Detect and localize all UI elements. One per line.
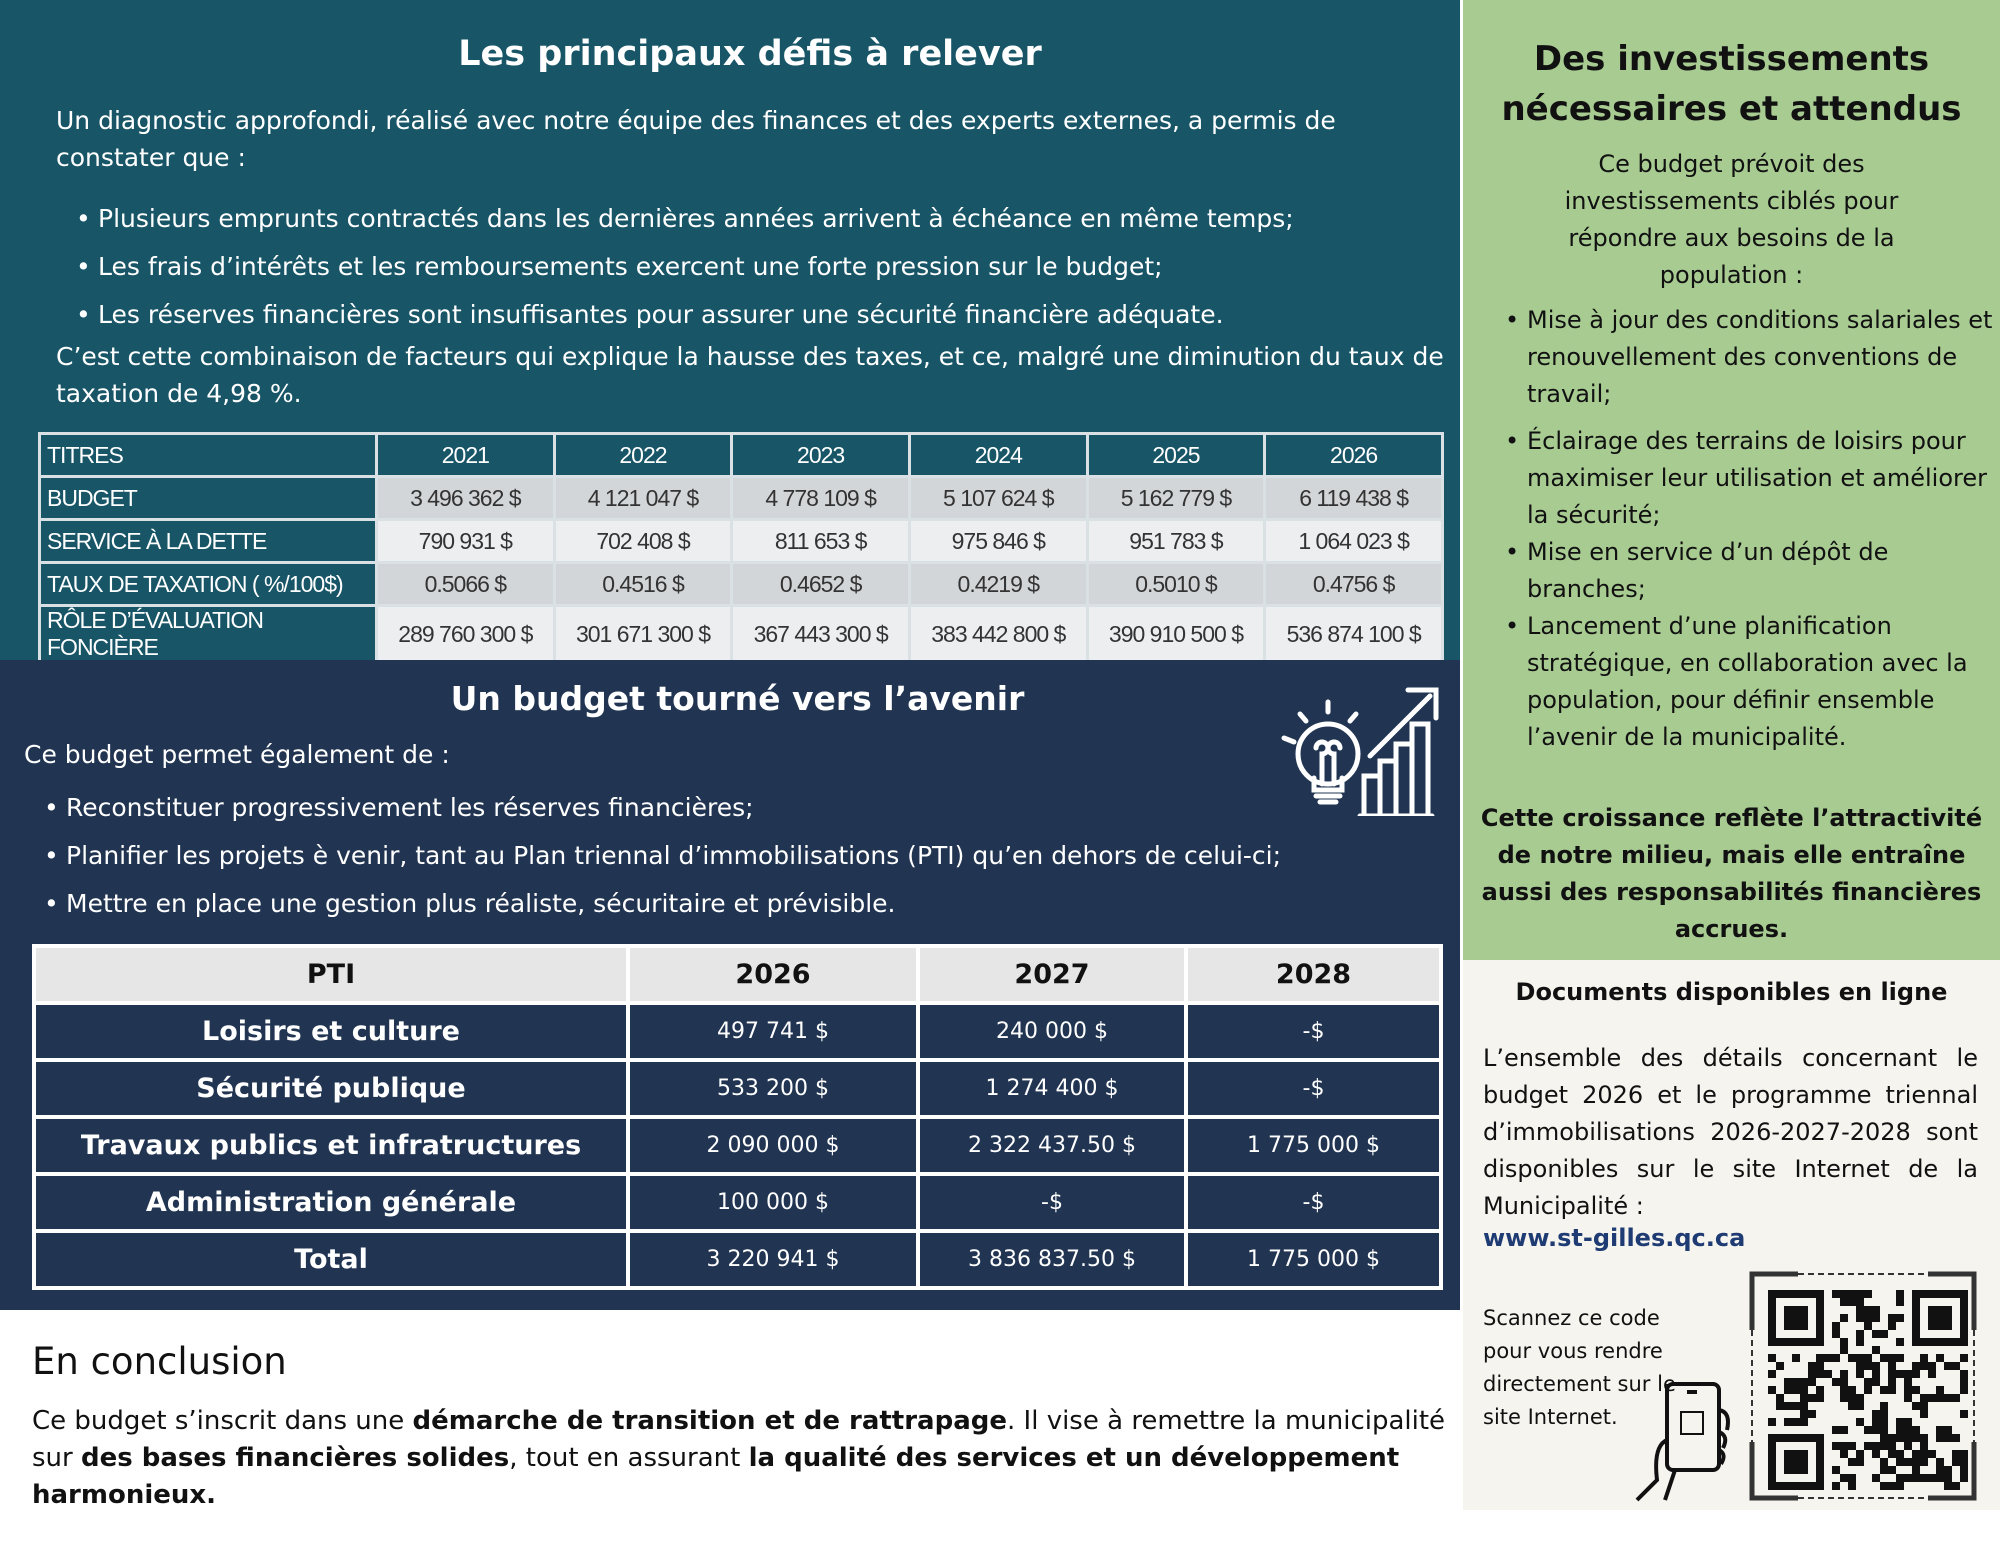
- table-cell: -$: [1188, 1176, 1439, 1229]
- table-cell: 2 090 000 $: [630, 1119, 916, 1172]
- table-cell: 100 000 $: [630, 1176, 916, 1229]
- table-row: [36, 1176, 1439, 1229]
- table-cell: 3 836 837.50 $: [920, 1233, 1184, 1286]
- table-cell: 5 162 779 $: [1089, 478, 1264, 518]
- website-link[interactable]: www.st-gilles.qc.ca: [1483, 1224, 1746, 1252]
- challenges-section: [0, 0, 1460, 660]
- bold-text: la qualité des services et un développement harmonieux.: [32, 1443, 1400, 1510]
- table-cell: -$: [1188, 1005, 1439, 1058]
- table-cell: 4 121 047 $: [556, 478, 731, 518]
- table-cell: 301 671 300 $: [556, 607, 731, 661]
- table-header-row: [36, 948, 1439, 1001]
- table-cell: 975 846 $: [911, 521, 1086, 561]
- financial-history-table: [38, 432, 1444, 664]
- table-cell: 2 322 437.50 $: [920, 1119, 1184, 1172]
- row-title: Travaux publics et infratructures: [36, 1119, 626, 1172]
- header-cell: 2021: [378, 435, 553, 475]
- table-cell: 5 107 624 $: [911, 478, 1086, 518]
- table-row: [36, 1062, 1439, 1115]
- text: , tout en assurant: [509, 1443, 749, 1473]
- text: Ce budget s’inscrit dans une: [32, 1406, 413, 1436]
- qr-code[interactable]: [1748, 1270, 1978, 1502]
- challenges-conclusion: C’est cette combinaison de facteurs qui explique la hausse des taxes, et ce, malgré une diminution du taux de taxation de 4,98 %.: [56, 342, 1444, 408]
- investments-intro: Ce budget prévoit des investissements ciblés pour répondre aux besoins de la population :: [1564, 150, 1899, 289]
- header-cell: PTI: [36, 948, 626, 1001]
- conclusion-text: [32, 1403, 1452, 1514]
- text: Cette croissance reflète l’attractivité de notre milieu, mais elle entraîne aussi des responsabilités financières accrues: [1480, 804, 1983, 943]
- table-row: [41, 521, 1441, 561]
- table-cell: 790 931 $: [378, 521, 553, 561]
- table-cell: 1 064 023 $: [1266, 521, 1441, 561]
- table-row: [41, 607, 1441, 661]
- row-title: RÔLE D’ÉVALUATION FONCIÈRE: [41, 607, 375, 661]
- table-header-row: [41, 435, 1441, 475]
- table-cell: 3 496 362 $: [378, 478, 553, 518]
- table-cell: 536 874 100 $: [1266, 607, 1441, 661]
- table-cell: -$: [1188, 1062, 1439, 1115]
- row-title: SERVICE À LA DETTE: [41, 521, 375, 561]
- investments-highlight: Cette croissance reflète l’attractivité de notre milieu, mais elle entraîne aussi des responsabilités financières accrues.: [1480, 804, 1983, 943]
- table-cell: 533 200 $: [630, 1062, 916, 1115]
- table-cell: 390 910 500 $: [1089, 607, 1264, 661]
- future-budget-section: [0, 660, 1460, 1310]
- table-cell: 1 274 400 $: [920, 1062, 1184, 1115]
- challenges-title: Les principaux défis à relever: [458, 34, 1042, 74]
- table-row: [36, 1233, 1439, 1286]
- phone-scan-icon: [1635, 1380, 1745, 1510]
- documents-title: Documents disponibles en ligne: [1515, 978, 1948, 1006]
- list-item: • Mise à jour des conditions salariales et renouvellement des conventions de travail;: [1501, 302, 1993, 413]
- table-cell: 1 775 000 $: [1188, 1119, 1439, 1172]
- list-item: • Lancement d’une planification stratégique, en collaboration avec la population, pour définir ensemble l’avenir de la municipalité.: [1501, 608, 1993, 756]
- list-item: • Planifier les projets è venir, tant au Plan triennal d’immobilisations (PTI) qu’en dehors de celui-ci;: [40, 832, 1420, 880]
- table-cell: 4 778 109 $: [733, 478, 908, 518]
- conclusion-section: [32, 1340, 1452, 1514]
- table-row: [41, 478, 1441, 518]
- row-title: Sécurité publique: [36, 1062, 626, 1115]
- bold-text: démarche de transition et de rattrapage: [412, 1406, 1008, 1436]
- table-cell: 6 119 438 $: [1266, 478, 1441, 518]
- challenges-list: [72, 195, 1452, 339]
- table-row: [36, 1005, 1439, 1058]
- row-title: BUDGET: [41, 478, 375, 518]
- challenges-intro: Un diagnostic approfondi, réalisé avec notre équipe des finances et des experts externes, a permis de constater que :: [56, 106, 1336, 172]
- table-cell: 951 783 $: [1089, 521, 1264, 561]
- text: . Il vise à remettre la municipalité sur: [32, 1406, 1446, 1473]
- list-item: • Mettre en place une gestion plus réaliste, sécuritaire et prévisible.: [40, 880, 1420, 928]
- table-cell: 367 443 300 $: [733, 607, 908, 661]
- row-title: Loisirs et culture: [36, 1005, 626, 1058]
- table-row: [41, 564, 1441, 604]
- lightbulb-growth-chart-icon: [1280, 666, 1445, 816]
- header-cell: 2027: [920, 948, 1184, 1001]
- row-title: Total: [36, 1233, 626, 1286]
- header-cell: 2023: [733, 435, 908, 475]
- documents-text: L’ensemble des détails concernant le budget 2026 et le programme triennal d’immobilisations 2026-2027-2028 sont disponibles sur le site Internet de la Municipalité :: [1483, 1044, 1978, 1220]
- table-cell: 383 442 800 $: [911, 607, 1086, 661]
- list-item: • Les réserves financières sont insuffisantes pour assurer une sécurité financière adéquate.: [72, 291, 1452, 339]
- list-item: • Les frais d’intérêts et les remboursements exercent une forte pression sur le budget;: [72, 243, 1452, 291]
- list-item: • Éclairage des terrains de loisirs pour maximiser leur utilisation et améliorer la sécurité;: [1501, 423, 1993, 534]
- header-cell: 2026: [630, 948, 916, 1001]
- header-cell: 2022: [556, 435, 731, 475]
- investments-list: [1501, 302, 1993, 756]
- row-title: TAUX DE TAXATION ( %/100$): [41, 564, 375, 604]
- table-cell: 811 653 $: [733, 521, 908, 561]
- table-cell: 289 760 300 $: [378, 607, 553, 661]
- table-cell: 1 775 000 $: [1188, 1233, 1439, 1286]
- future-title: Un budget tourné vers l’avenir: [450, 679, 1025, 718]
- row-title: Administration générale: [36, 1176, 626, 1229]
- qr-modules: [1768, 1290, 1968, 1490]
- table-cell: 3 220 941 $: [630, 1233, 916, 1286]
- header-cell: 2025: [1089, 435, 1264, 475]
- header-cell: TITRES: [41, 435, 375, 475]
- list-item: • Plusieurs emprunts contractés dans les dernières années arrivent à échéance en même temps;: [72, 195, 1452, 243]
- table-row: [36, 1119, 1439, 1172]
- table-cell: 0.4756 $: [1266, 564, 1441, 604]
- table-cell: -$: [920, 1176, 1184, 1229]
- conclusion-title: En conclusion: [32, 1340, 287, 1383]
- table-cell: 0.4219 $: [911, 564, 1086, 604]
- scan-instructions: Scannez ce code pour vous rendre directement sur le site Internet.: [1483, 1306, 1676, 1429]
- future-list: [40, 784, 1420, 928]
- header-cell: 2026: [1266, 435, 1441, 475]
- table-cell: 0.4516 $: [556, 564, 731, 604]
- table-cell: 0.5010 $: [1089, 564, 1264, 604]
- documents-section: [1463, 960, 2000, 1510]
- future-intro: Ce budget permet également de :: [24, 740, 450, 769]
- table-cell: 0.4652 $: [733, 564, 908, 604]
- investments-title: Des investissements nécessaires et attendus: [1501, 39, 1962, 129]
- table-cell: 0.5066 $: [378, 564, 553, 604]
- header-cell: 2028: [1188, 948, 1439, 1001]
- pti-table: [32, 944, 1443, 1290]
- bold-text: des bases financières solides: [80, 1443, 510, 1473]
- header-cell: 2024: [911, 435, 1086, 475]
- table-cell: 240 000 $: [920, 1005, 1184, 1058]
- list-item: • Reconstituer progressivement les réserves financières;: [40, 784, 1420, 832]
- investments-section: [1463, 0, 2000, 960]
- table-cell: 702 408 $: [556, 521, 731, 561]
- list-item: • Mise en service d’un dépôt de branches;: [1501, 534, 1993, 608]
- table-cell: 497 741 $: [630, 1005, 916, 1058]
